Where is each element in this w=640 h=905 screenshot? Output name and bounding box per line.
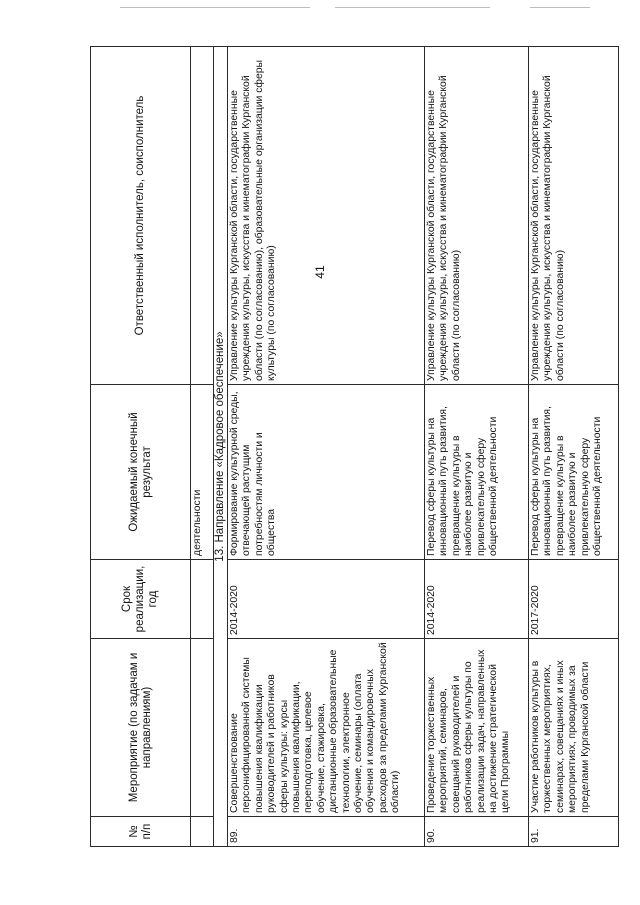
cell-result: деятельности [191,385,214,560]
cell-activity: Проведение торжественных мероприятий, семинаров, совещаний руководителей и работников сферы культуры по реализации задач, направленных на достижение стратегической цели Программы [425,639,529,817]
cell-responsible: Управление культуры Курганской области, государственные учреждения культуры, искусства и кинематографии Курганской области (по согласованию) [529,47,619,385]
cell-number: 89. [228,817,425,847]
section-row [214,47,228,847]
cell-responsible [191,47,214,385]
cell-activity: Совершенствование персонифицированной системы повышения квалификации руководителей и работников сферы культуры: курсы повышения квалификации, переподготовка, целевое обучение, стажировка, дистанционные образовательные технологии, электронное обучение, семинары (оплата обучения и командировочных расходов за пределами Курганской области) [228,639,425,817]
scan-edge-line [120,7,310,8]
header-number: № п/п [91,817,191,847]
cell-period: 2014-2020 [425,560,529,639]
table-row [529,47,619,847]
header-responsible: Ответственный исполнитель, соисполнитель [91,47,191,385]
cell-result: Перевод сферы культуры на инновационный путь развития, превращение культуры в наиболее развитую и привлекательную сферу общественной деятельности [529,385,619,560]
table-row-continuation [191,47,214,847]
header-result: Ожидаемый конечный результат [91,385,191,560]
cell-number: 90. [425,817,529,847]
table-header-row [91,47,191,847]
cell-number [191,817,214,847]
cell-activity: Участие работников культуры в торжественных мероприятиях, семинарах, совещаниях и иных мероприятиях, проводимых за пределами Курганской области [529,639,619,817]
activities-table [90,46,619,847]
cell-period [191,560,214,639]
header-period: Срок реализации, год [91,560,191,639]
cell-period: 2017-2020 [529,560,619,639]
header-activity: Мероприятие (по задачам и направлениям) [91,639,191,817]
table-row [228,47,425,847]
cell-responsible: Управление культуры Курганской области, государственные учреждения культуры, искусства и кинематографии Курганской области (по согласованию) [425,47,529,385]
section-title: 13. Направление «Кадровое обеспечение» [214,47,228,847]
cell-activity [191,639,214,817]
cell-period: 2014-2020 [228,560,425,639]
cell-responsible: Управление культуры Курганской области, государственные учреждения культуры, искусства и кинематографии Курганской области (по согласованию), образовательные организации сферы культуры (по согласованию) [228,47,425,385]
cell-result: Формирование культурной среды, отвечающей растущим потребностям личности и общества [228,385,425,560]
table-row [425,47,529,847]
scan-edge-line [335,7,490,8]
cell-result: Перевод сферы культуры на инновационный путь развития, превращение культуры в наиболее развитую и привлекательную сферу общественной деятельности [425,385,529,560]
rotated-page-content [90,47,604,847]
scan-edge-line [530,7,590,8]
cell-number: 91. [529,817,619,847]
page-number: 41 [313,265,327,279]
